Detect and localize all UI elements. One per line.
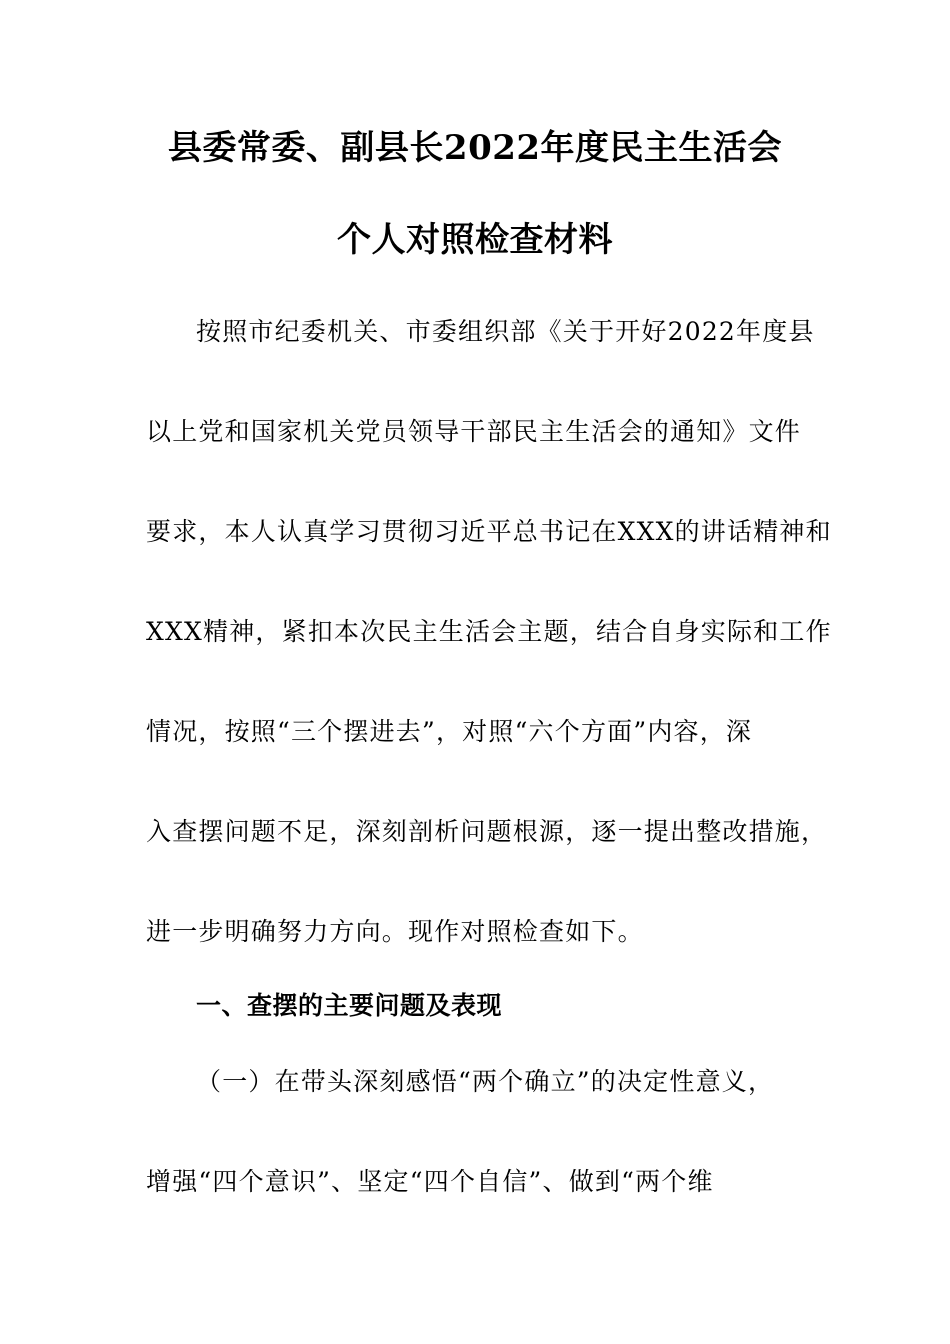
body-line: 按照市纪委机关、市委组织部《关于开好2022年度县 bbox=[196, 317, 815, 346]
body-line: 进一步明确努力方向。现作对照检查如下。 bbox=[146, 917, 644, 946]
body-line: 要求，本人认真学习贯彻习近平总书记在XXX的讲话精神和 bbox=[146, 517, 832, 546]
subsection-line: 增强“四个意识”、坚定“四个自信”、做到“两个维 bbox=[146, 1167, 714, 1196]
body-line: 以上党和国家机关党员领导干部民主生活会的通知》文件 bbox=[146, 417, 802, 446]
subsection-line: （一）在带头深刻感悟“两个确立”的决定性意义， bbox=[196, 1067, 775, 1096]
section-heading: 一、查摆的主要问题及表现 bbox=[196, 991, 503, 1020]
body-line: XXX精神，紧扣本次民主生活会主题，结合自身实际和工作 bbox=[146, 617, 832, 646]
document-title-line-1: 县委常委、副县长2022年度民主生活会 bbox=[167, 128, 783, 168]
document-title-line-2: 个人对照检查材料 bbox=[337, 220, 613, 260]
body-line: 入查摆问题不足，深刻剖析问题根源，逐一提出整改措施， bbox=[146, 817, 828, 846]
body-line: 情况，按照“三个摆进去”，对照“六个方面”内容，深 bbox=[146, 717, 753, 746]
